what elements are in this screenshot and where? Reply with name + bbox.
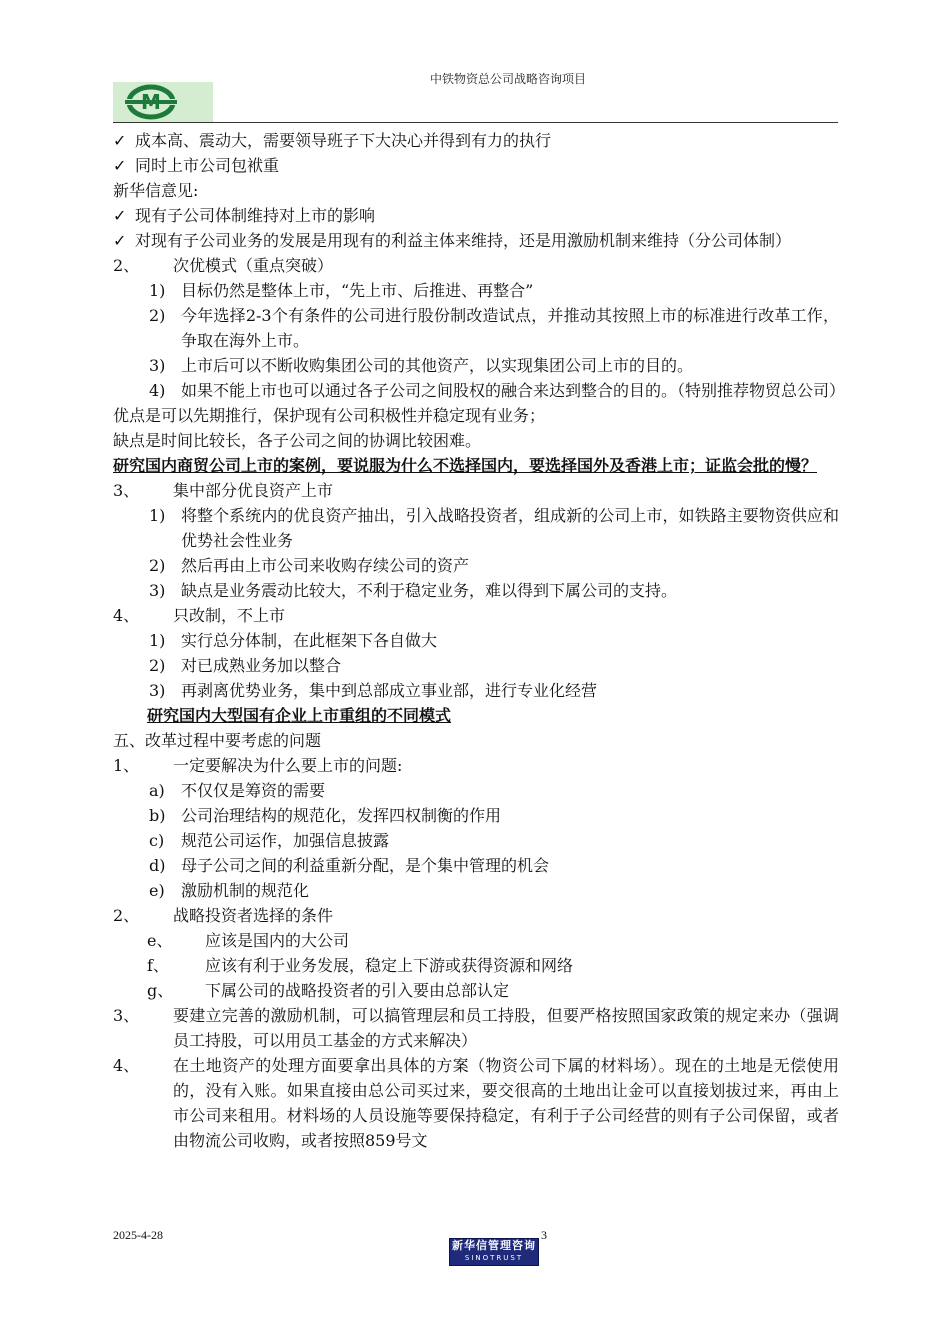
list-item: g、 下属公司的战略投资者的引入要由总部认定	[147, 981, 510, 1000]
list-item: b) 公司治理结构的规范化，发挥四权制衡的作用	[149, 806, 502, 825]
list-item: c) 规范公司运作，加强信息披露	[149, 831, 390, 850]
list-item: 4) 如果不能上市也可以通过各子公司之间股权的融合来达到整合的目的。（特别推荐物贸总公司）	[149, 381, 846, 400]
logo-letter: M	[141, 90, 161, 114]
logo-en-text: SINOTRUST	[464, 1254, 524, 1262]
check-icon: ✓	[113, 231, 127, 250]
page-number: 3	[541, 1228, 547, 1242]
list-item: 3) 再剥离优势业务，集中到总部成立事业部，进行专业化经营	[149, 681, 598, 700]
list-item: f、 应该有利于业务发展，稳定上下游或获得资源和网络	[147, 956, 574, 975]
header-title: 中铁物资总公司战略咨询项目	[430, 72, 587, 86]
document-body	[113, 128, 846, 1153]
list-item: 1) 将整个系统内的优良资产抽出，引入战略投资者，组成新的公司上市，如铁路主要物资供应和优势社会性业务	[149, 506, 839, 550]
check-icon: ✓	[113, 131, 127, 150]
list-item: 2) 然后再由上市公司来收购存续公司的资产	[149, 556, 470, 575]
bullet-line: ✓ 成本高、震动大，需要领导班子下大决心并得到有力的执行	[113, 128, 839, 153]
list-item: e、 应该是国内的大公司	[147, 931, 350, 950]
section-title: 五、改革过程中要考虑的问题	[113, 731, 322, 750]
section-heading: 4、 只改制，不上市	[113, 606, 286, 625]
check-icon: ✓	[113, 156, 127, 175]
numbered-paragraph: 3、 要建立完善的激励机制，可以搞管理层和员工持股，但要严格按照国家政策的规定来办（强调员工持股，可以用员工基金的方式来解决）	[113, 1006, 839, 1050]
list-item: 3) 上市后可以不断收购集团公司的其他资产，以实现集团公司上市的目的。	[149, 356, 694, 375]
section-heading: 2、 次优模式（重点突破）	[113, 256, 334, 275]
section-heading: 1、 一定要解决为什么要上市的问题:	[113, 756, 403, 775]
logo-cn-text: 新华信管理咨询	[452, 1239, 536, 1252]
check-icon: ✓	[113, 206, 127, 225]
sinotrust-logo	[449, 1238, 539, 1266]
company-logo	[113, 82, 213, 122]
emphasis-note: 研究国内大型国有企业上市重组的不同模式	[147, 706, 452, 725]
list-item: 1) 目标仍然是整体上市，“先上市、后推进、再整合”	[149, 281, 534, 300]
list-item: 2) 今年选择2-3个有条件的公司进行股份制改造试点，并推动其按照上市的标准进行改革工作，争取在海外上市。	[149, 306, 839, 350]
list-item: 3) 缺点是业务震动比较大，不利于稳定业务，难以得到下属公司的支持。	[149, 581, 678, 600]
paragraph-line: 缺点是时间比较长，各子公司之间的协调比较困难。	[113, 431, 482, 450]
paragraph-line: 新华信意见:	[113, 181, 199, 200]
numbered-paragraph: 4、 在土地资产的处理方面要拿出具体的方案（物资公司下属的材料场）。现在的土地是无偿使用的，没有入账。如果直接由总公司买过来，要交很高的土地出让金可以直接划拔过来，再由上市公司来租用。材料场的人员设施等要保持稳定，有利于子公司经营的则有子公司保留，或者由物流公司收购，或者按照859号文	[113, 1056, 839, 1150]
header-rule	[113, 122, 838, 123]
list-item: a) 不仅仅是筹资的需要	[149, 781, 326, 800]
bullet-line: ✓ 同时上市公司包袱重	[113, 153, 839, 178]
bullet-line: ✓ 现有子公司体制维持对上市的影响	[113, 203, 839, 228]
section-heading: 3、 集中部分优良资产上市	[113, 481, 334, 500]
bullet-line: ✓ 对现有子公司业务的发展是用现有的利益主体来维持，还是用激励机制来维持（分公司体制）	[113, 228, 839, 253]
list-item: d) 母子公司之间的利益重新分配，是个集中管理的机会	[149, 856, 550, 875]
list-item: 2) 对已成熟业务加以整合	[149, 656, 342, 675]
list-item: e) 激励机制的规范化	[149, 881, 310, 900]
footer-date: 2025-4-28	[113, 1228, 163, 1242]
list-item: 1) 实行总分体制，在此框架下各自做大	[149, 631, 438, 650]
paragraph-line: 优点是可以先期推行，保护现有公司积极性并稳定现有业务；	[113, 406, 546, 425]
section-heading: 2、 战略投资者选择的条件	[113, 906, 334, 925]
emphasis-note: 研究国内商贸公司上市的案例，要说服为什么不选择国内，要选择国外及香港上市；证监会批的慢？	[113, 456, 818, 475]
